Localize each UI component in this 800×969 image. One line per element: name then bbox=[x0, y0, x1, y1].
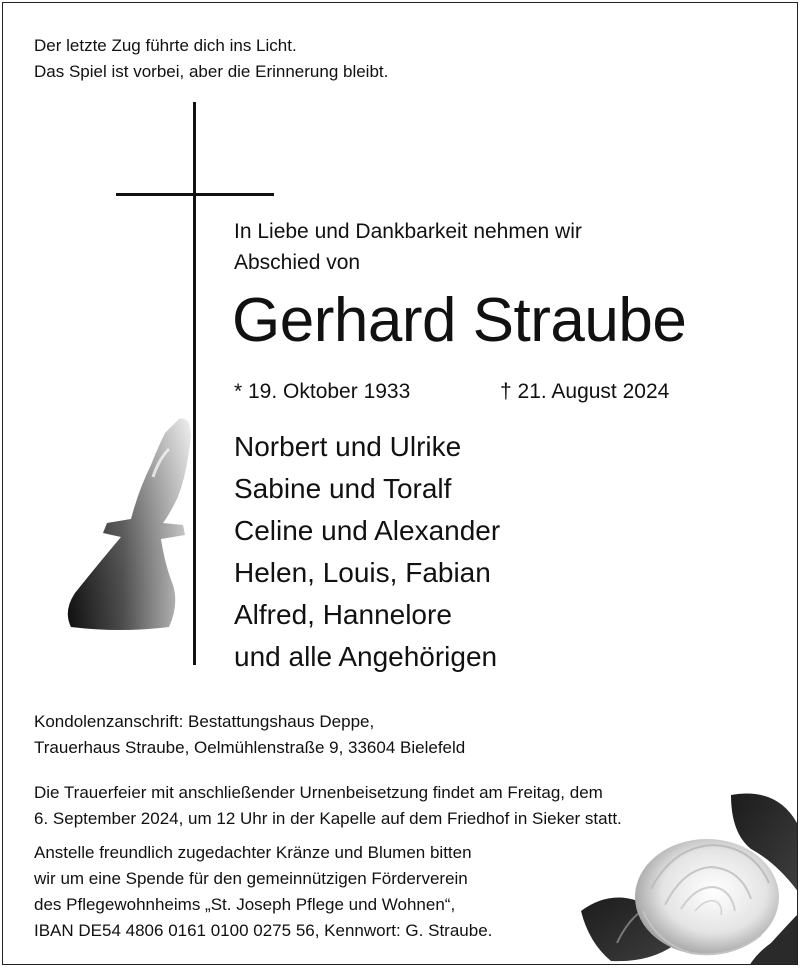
birth-date: * 19. Oktober 1933 bbox=[234, 380, 411, 403]
donation-line-3: des Pflegewohnheims „St. Joseph Pflege und Wohnen“, bbox=[34, 895, 456, 914]
condolence-address bbox=[34, 709, 465, 761]
intro-line-2: Abschied von bbox=[234, 251, 361, 274]
mourners-list bbox=[234, 426, 500, 678]
donation-line-1: Anstelle freundlich zugedachter Kränze und Blumen bitten bbox=[34, 843, 472, 862]
mourner-line: Celine und Alexander bbox=[234, 515, 501, 546]
motto bbox=[34, 33, 388, 85]
mourner-line: und alle Angehörigen bbox=[234, 641, 498, 672]
cross-icon bbox=[193, 102, 196, 665]
mourner-line: Helen, Louis, Fabian bbox=[234, 557, 491, 588]
donation-info bbox=[34, 840, 492, 944]
motto-line-2: Das Spiel ist vorbei, aber die Erinnerung bleibt. bbox=[34, 62, 389, 81]
cross-beam bbox=[116, 193, 274, 196]
rose-image bbox=[581, 793, 798, 965]
condolence-line-2: Trauerhaus Straube, Oelmühlenstraße 9, 33604 Bielefeld bbox=[34, 738, 466, 757]
mourner-line: Sabine und Toralf bbox=[234, 473, 452, 504]
chess-bishop-icon bbox=[61, 415, 193, 637]
deceased-name: Gerhard Straube bbox=[232, 286, 687, 355]
obituary-notice bbox=[2, 2, 798, 965]
intro-line-1: In Liebe und Dankbarkeit nehmen wir bbox=[234, 220, 582, 243]
intro-text bbox=[234, 216, 582, 278]
donation-line-4: IBAN DE54 4806 0161 0100 0275 56, Kennwort: G. Straube. bbox=[34, 921, 493, 940]
ceremony-line-1: Die Trauerfeier mit anschließender Urnenbeisetzung findet am Freitag, dem bbox=[34, 783, 603, 802]
ceremony-line-2: 6. September 2024, um 12 Uhr in der Kapelle auf dem Friedhof in Sieker statt. bbox=[34, 809, 622, 828]
life-dates bbox=[234, 377, 670, 407]
ceremony-info bbox=[34, 780, 622, 832]
motto-line-1: Der letzte Zug führte dich ins Licht. bbox=[34, 36, 297, 55]
death-date: † 21. August 2024 bbox=[500, 380, 670, 403]
mourner-line: Alfred, Hannelore bbox=[234, 599, 452, 630]
mourner-line: Norbert und Ulrike bbox=[234, 431, 462, 462]
condolence-line-1: Kondolenzanschrift: Bestattungshaus Deppe, bbox=[34, 712, 375, 731]
donation-line-2: wir um eine Spende für den gemeinnützigen Förderverein bbox=[34, 869, 468, 888]
